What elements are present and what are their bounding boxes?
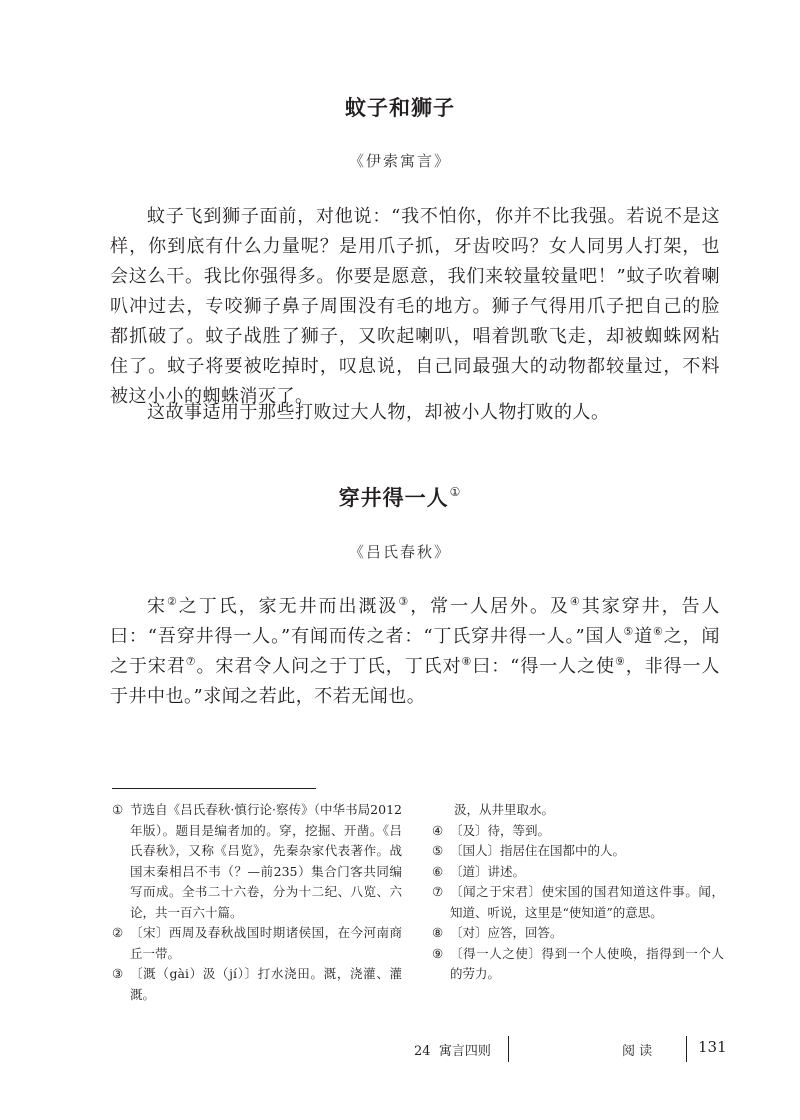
story2-paragraph bbox=[110, 592, 720, 712]
footnote-text: 〔对〕应答，回答。 bbox=[450, 925, 563, 940]
story2-text: 道 bbox=[634, 626, 653, 647]
footnote-2 bbox=[112, 923, 402, 964]
footnotes-right-column bbox=[432, 800, 724, 985]
footnote-3 bbox=[112, 964, 402, 1005]
footnote-divider bbox=[112, 788, 316, 789]
footnote-5 bbox=[432, 841, 724, 862]
footnote-text: 〔道〕讲述。 bbox=[450, 863, 526, 879]
story2-text: 其家穿井，告人曰：“吾穿井得一人。”有闻而传之者：“丁氏穿井得一人。”国人 bbox=[110, 596, 721, 647]
story2-text: ，非得一人于井中也。”求闻之若此，不若无闻也。 bbox=[110, 656, 720, 707]
story2-source: 《吕氏春秋》 bbox=[348, 543, 451, 561]
footnote-4 bbox=[432, 821, 724, 842]
story2-text: 之丁氏，家无井而出溉汲 bbox=[178, 596, 399, 617]
footnote-6 bbox=[432, 862, 724, 883]
story1-source: 《伊索寓言》 bbox=[348, 152, 451, 170]
footer-section: 阅 读 bbox=[622, 1044, 653, 1059]
footnote-mark: ⑧ bbox=[461, 655, 473, 668]
footnote-mark: ④ bbox=[569, 595, 582, 608]
story2-text: 之，闻之于宋君 bbox=[110, 626, 720, 677]
footer-unit-title: 寓言四则 bbox=[438, 1044, 491, 1059]
footnote-3-continuation: 汲，从井里取水。 bbox=[454, 802, 555, 817]
page-number: 131 bbox=[698, 1038, 727, 1056]
footnote-mark: ⑨ bbox=[614, 655, 626, 668]
footnote-number: ⑤ bbox=[432, 843, 444, 858]
footnote-number: ① bbox=[112, 802, 124, 817]
footnote-number: ③ bbox=[112, 966, 124, 981]
footnote-mark: ⑦ bbox=[185, 655, 197, 668]
footnote-mark: ⑥ bbox=[652, 625, 664, 638]
footnote-number: ⑥ bbox=[432, 863, 444, 879]
story2-title-footnote-mark: ① bbox=[449, 485, 462, 499]
footnote-text: 节选自《吕氏春秋·慎行论·察传》（中华书局2012年版）。题目是编者加的。穿，挖掘、开凿。《吕氏春秋》，又称《吕览》，先秦杂家代表著作。战国末秦相吕不韦（？—前235）集合门客共同编写而成。全书二十六卷，分为十二纪、八览、六论，共一百六十篇。 bbox=[130, 802, 402, 920]
story2-title-text: 穿井得一人 bbox=[338, 486, 449, 510]
story1-paragraph-1: 蚊子飞到狮子面前，对他说：“我不怕你，你并不比我强。若说不是这样，你到底有什么力量呢？是用爪子抓，牙齿咬吗？女人同男人打架，也会这么干。我比你强得多。你要是愿意，我们来较量较量吧！”蚊子吹着喇叭冲过去，专咬狮子鼻子周围没有毛的地方。狮子气得用爪子把自己的脸都抓破了。蚊子战胜了狮子，又吹起喇叭，唱着凯歌飞走，却被蜘蛛网粘住了。蚊子将要被吃掉时，叹息说，自己同最强大的动物都较量过，不料被这小小的蜘蛛消灭了。 bbox=[110, 206, 720, 407]
footnote-number: ⑨ bbox=[432, 945, 444, 961]
footnote-text: 〔国人〕指居住在国都中的人。 bbox=[450, 843, 626, 858]
footnote-text: 〔闻之于宋君〕使宋国的国君知道这件事。闻，知道、听说，这里是“使知道”的意思。 bbox=[450, 884, 724, 920]
footnote-8 bbox=[432, 923, 724, 944]
footer-unit-number: 24 bbox=[414, 1044, 431, 1059]
footnote-9 bbox=[432, 944, 724, 985]
story2-title bbox=[0, 482, 800, 512]
footer-divider bbox=[508, 1036, 509, 1062]
footnotes-left-column bbox=[112, 800, 402, 1005]
story2-text: ，常一人居外。及 bbox=[410, 596, 570, 617]
footer-unit bbox=[414, 1040, 491, 1059]
footnote-number: ④ bbox=[432, 822, 444, 838]
footnote-text: 〔宋〕西周及春秋战国时期诸侯国，在今河南商丘一带。 bbox=[130, 925, 402, 961]
footnote-mark: ⑤ bbox=[623, 625, 635, 638]
footnote-mark: ② bbox=[166, 595, 179, 608]
footnote-number: ⑦ bbox=[432, 884, 444, 899]
story2-text: 宋 bbox=[147, 596, 167, 617]
footer-divider bbox=[686, 1036, 687, 1062]
footnote-7 bbox=[432, 882, 724, 923]
footnote-text: 〔及〕待，等到。 bbox=[450, 822, 551, 838]
story1-paragraph-2: 这故事适用于那些打败过大人物，却被小人物打败的人。 bbox=[147, 402, 610, 423]
story2-text: 曰：“得一人之使 bbox=[472, 656, 615, 677]
footnote-mark: ③ bbox=[398, 595, 411, 608]
footnote-text: 〔得一人之使〕得到一个人使唤，指得到一个人的劳力。 bbox=[450, 945, 724, 981]
story1-title: 蚊子和狮子 bbox=[345, 96, 455, 120]
story2-text: 。宋君令人问之于丁氏，丁氏对 bbox=[196, 656, 462, 677]
footnote-number: ⑧ bbox=[432, 925, 444, 940]
footnote-number: ② bbox=[112, 925, 124, 940]
footnote-text: 〔溉（gài）汲（jí）〕打水浇田。溉，浇灌、灌溉。 bbox=[130, 966, 402, 1002]
footnote-1 bbox=[112, 800, 402, 923]
